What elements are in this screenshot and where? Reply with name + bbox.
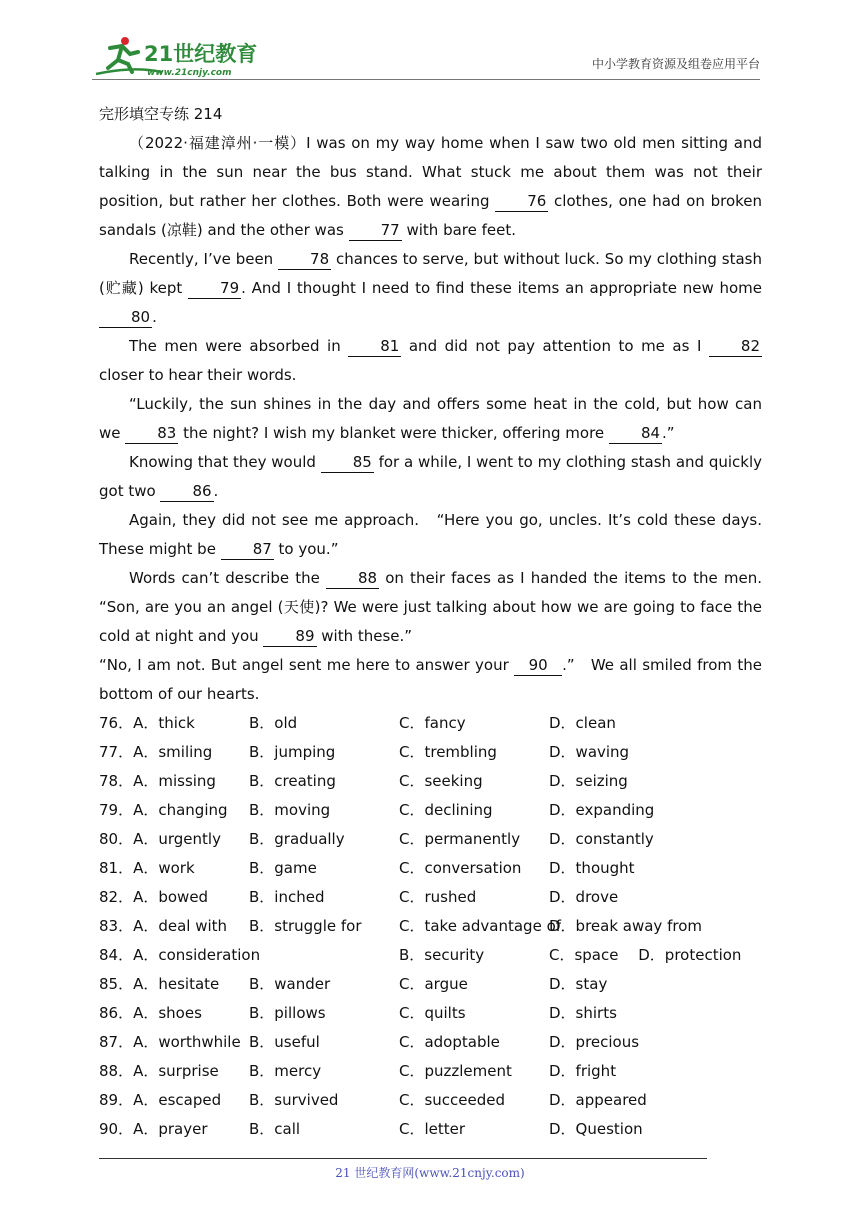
option-row <box>99 767 762 796</box>
option-d: D．expanding <box>549 801 655 819</box>
option-c: C．puzzlement <box>399 1062 512 1080</box>
blank-89: 89 <box>263 626 316 647</box>
passage-text: . And I thought I need to find these items an appropriate new home <box>241 279 763 297</box>
option-d: D．break away from <box>549 917 702 935</box>
page-title: 完形填空专练 214 <box>99 105 223 123</box>
passage-text: chances to serve, but without luck. So my clothing stash (贮藏) kept <box>99 250 762 297</box>
passage-text: （2022·福建漳州·一模）I was on my way home when I saw two old men sitting and talking in the sun near the bus stand. What stuck me about them was not their position, but rather her clothes. Both were wearing <box>99 134 762 210</box>
option-c: C．trembling <box>399 743 497 761</box>
option-row <box>99 1028 762 1057</box>
option-c: C．take advantage of <box>399 917 562 935</box>
option-d: D．constantly <box>549 830 654 848</box>
passage-paragraph-2 <box>99 245 762 332</box>
option-c: C．declining <box>399 801 493 819</box>
blank-83: 83 <box>125 423 178 444</box>
option-c: C．letter <box>399 1120 466 1138</box>
option-c: C．quilts <box>399 1004 466 1022</box>
passage-text: and did not pay attention to me as I <box>401 337 709 355</box>
passage-text: “Luckily, the sun shines in the day and offers some heat in the cold, but how can we <box>99 395 762 442</box>
option-d: D．thought <box>549 859 635 877</box>
option-c: B．security <box>399 946 485 964</box>
passage-paragraph-7 <box>99 564 762 651</box>
option-d: D．seizing <box>549 772 628 790</box>
option-b: B．call <box>249 1120 301 1138</box>
option-d: D．precious <box>549 1033 640 1051</box>
blank-77: 77 <box>349 220 402 241</box>
option-b: B．pillows <box>249 1004 326 1022</box>
option-a: 78．A．missing <box>99 772 216 790</box>
passage-paragraph-5 <box>99 448 762 506</box>
blank-82: 82 <box>709 336 762 357</box>
passage-text: Recently, I’ve been <box>129 250 279 268</box>
option-b: B．game <box>249 859 317 877</box>
blank-76: 76 <box>495 191 548 212</box>
option-a: 87．A．worthwhile <box>99 1033 241 1051</box>
option-b: B．inched <box>249 888 325 906</box>
passage-paragraph-1 <box>99 129 762 245</box>
option-a: 90．A．prayer <box>99 1120 208 1138</box>
passage-text: “No, I am not. But angel sent me here to answer your <box>99 656 515 674</box>
option-a: 81．A．work <box>99 859 195 877</box>
blank-78: 78 <box>278 249 331 270</box>
footer-text: 21 世纪教育网(www.21cnjy.com) <box>335 1166 525 1180</box>
passage-text: with these.” <box>316 627 413 645</box>
option-b: B．moving <box>249 801 331 819</box>
passage-text: on their faces as I handed the items to the men. “Son, are you an angel (天使)? We were just talking about how we are going to face the cold at night and you <box>99 569 762 645</box>
option-row <box>99 1057 762 1086</box>
option-b: B．struggle for <box>249 917 362 935</box>
logo-main-text: 21世纪教育 <box>144 42 258 66</box>
option-a: 80．A．urgently <box>99 830 221 848</box>
option-b: B．wander <box>249 975 331 993</box>
blank-86: 86 <box>160 481 213 502</box>
option-d: D．drove <box>549 888 619 906</box>
option-c: C．permanently <box>399 830 521 848</box>
blank-79: 79 <box>188 278 241 299</box>
passage-paragraph-8 <box>99 651 762 709</box>
option-a: 77．A．smiling <box>99 743 213 761</box>
option-c: C．seeking <box>399 772 483 790</box>
blank-85: 85 <box>321 452 374 473</box>
option-a: 88．A．surprise <box>99 1062 219 1080</box>
option-a: 86．A．shoes <box>99 1004 202 1022</box>
passage-text: for a while, I went to my clothing stash and quickly got two <box>99 453 762 500</box>
option-a: 79．A．changing <box>99 801 228 819</box>
blank-80: 80 <box>99 307 152 328</box>
option-b: B．useful <box>249 1033 320 1051</box>
option-row <box>99 796 762 825</box>
blank-88: 88 <box>326 568 379 589</box>
option-a: 76．A．thick <box>99 714 195 732</box>
option-b: B．mercy <box>249 1062 322 1080</box>
option-row <box>99 999 762 1028</box>
passage-text: .” We all smiled from the bottom of our hearts. <box>99 656 762 703</box>
passage-text: . <box>152 308 157 326</box>
page-header <box>92 30 760 80</box>
passage-text: the night? I wish my blanket were thicker, offering more <box>178 424 609 442</box>
passage-text: .” <box>662 424 675 442</box>
option-row <box>99 941 762 970</box>
option-b: B．old <box>249 714 298 732</box>
passage-text: to you.” <box>273 540 339 558</box>
option-c: C．conversation <box>399 859 522 877</box>
blank-90: 90 <box>514 655 562 676</box>
option-c: C．succeeded <box>399 1091 506 1109</box>
option-row <box>99 970 762 999</box>
logo-sub-text: www.21cnjy.com <box>147 68 232 78</box>
passage-paragraph-6 <box>99 506 762 564</box>
option-row <box>99 854 762 883</box>
option-b: B．gradually <box>249 830 345 848</box>
option-row <box>99 709 762 738</box>
option-row <box>99 1086 762 1115</box>
option-b: B．jumping <box>249 743 336 761</box>
passage-text: Again, they did not see me approach. “Here you go, uncles. It’s cold these days. These might be <box>99 511 762 558</box>
passage-text: with bare feet. <box>401 221 516 239</box>
document-body <box>99 100 762 1144</box>
option-row <box>99 1115 762 1144</box>
options-list <box>99 709 762 1144</box>
passage-text: closer to hear their words. <box>99 366 297 384</box>
option-b: B．survived <box>249 1091 339 1109</box>
option-d: D．clean <box>549 714 616 732</box>
option-row <box>99 883 762 912</box>
passage-text: . <box>213 482 219 500</box>
logo <box>92 34 262 78</box>
passage-text: Knowing that they would <box>129 453 321 471</box>
option-d: D．waving <box>549 743 630 761</box>
option-c: C．fancy <box>399 714 466 732</box>
footer-divider <box>99 1158 707 1159</box>
option-a: 83．A．deal with <box>99 917 228 935</box>
passage-text: clothes, one had on broken sandals (凉鞋) and the other was <box>99 192 763 239</box>
option-d: C．space D．protection <box>549 946 742 964</box>
option-b: B．creating <box>249 772 336 790</box>
option-d: D．Question <box>549 1120 643 1138</box>
option-d: D．shirts <box>549 1004 617 1022</box>
option-d: D．fright <box>549 1062 617 1080</box>
blank-87: 87 <box>221 539 274 560</box>
option-c: C．argue <box>399 975 468 993</box>
option-row <box>99 912 762 941</box>
option-a: 85．A．hesitate <box>99 975 220 993</box>
option-row <box>99 738 762 767</box>
header-divider <box>92 79 760 80</box>
option-c: C．rushed <box>399 888 477 906</box>
option-d: D．appeared <box>549 1091 647 1109</box>
option-row <box>99 825 762 854</box>
option-a: 89．A．escaped <box>99 1091 222 1109</box>
option-a: 84．A．consideration <box>99 946 261 964</box>
passage-text: The men were absorbed in <box>129 337 349 355</box>
blank-84: 84 <box>609 423 662 444</box>
header-platform-text: 中小学教育资源及组卷应用平台 <box>591 57 760 71</box>
option-b <box>249 941 399 970</box>
passage-paragraph-4 <box>99 390 762 448</box>
option-c: C．adoptable <box>399 1033 500 1051</box>
passage-paragraph-3 <box>99 332 762 390</box>
passage-text: Words can’t describe the <box>129 569 327 587</box>
option-d: D．stay <box>549 975 608 993</box>
blank-81: 81 <box>348 336 401 357</box>
option-a: 82．A．bowed <box>99 888 209 906</box>
